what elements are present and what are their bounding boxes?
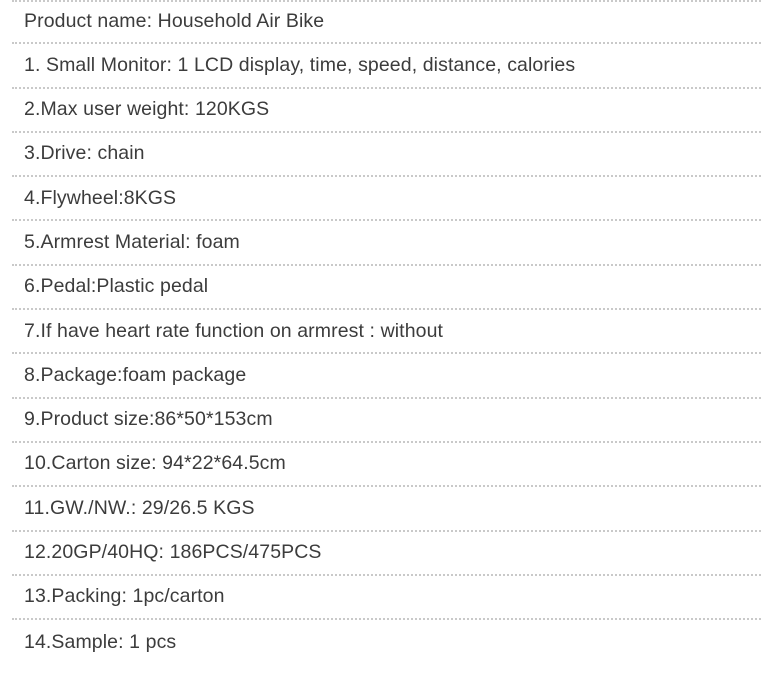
spec-row-monitor [12,44,761,88]
spec-row-text: Product name: Household Air Bike [24,10,325,33]
spec-row-packing [12,576,761,620]
spec-row-text: 1. Small Monitor: 1 LCD display, time, speed, distance, calories [24,53,576,76]
spec-row-flywheel [12,177,761,221]
spec-row-package [12,354,761,398]
spec-row-product-size [12,399,761,443]
spec-row-text: 11.GW./NW.: 29/26.5 KGS [24,496,255,519]
spec-row-armrest-material [12,221,761,265]
spec-row-sample [12,620,761,664]
spec-row-carton-size [12,443,761,487]
spec-row-text: 6.Pedal:Plastic pedal [24,275,209,298]
spec-row-pedal [12,266,761,310]
spec-row-drive [12,133,761,177]
spec-row-text: 10.Carton size: 94*22*64.5cm [24,452,286,475]
spec-row-container-loading [12,532,761,576]
spec-row-text: 3.Drive: chain [24,142,145,165]
spec-row-text: 14.Sample: 1 pcs [24,630,177,653]
spec-row-text: 4.Flywheel:8KGS [24,186,177,209]
spec-row-heart-rate [12,310,761,354]
spec-row-text: 12.20GP/40HQ: 186PCS/475PCS [24,541,322,564]
spec-row-product-name [12,0,761,44]
spec-row-text: 7.If have heart rate function on armrest : without [24,319,444,342]
spec-row-gross-net-weight [12,487,761,531]
spec-row-text: 5.Armrest Material: foam [24,230,240,253]
spec-row-text: 9.Product size:86*50*153cm [24,408,273,431]
spec-row-max-user-weight [12,89,761,133]
spec-row-text: 13.Packing: 1pc/carton [24,585,225,608]
spec-row-text: 8.Package:foam package [24,363,247,386]
spec-row-text: 2.Max user weight: 120KGS [24,98,270,121]
